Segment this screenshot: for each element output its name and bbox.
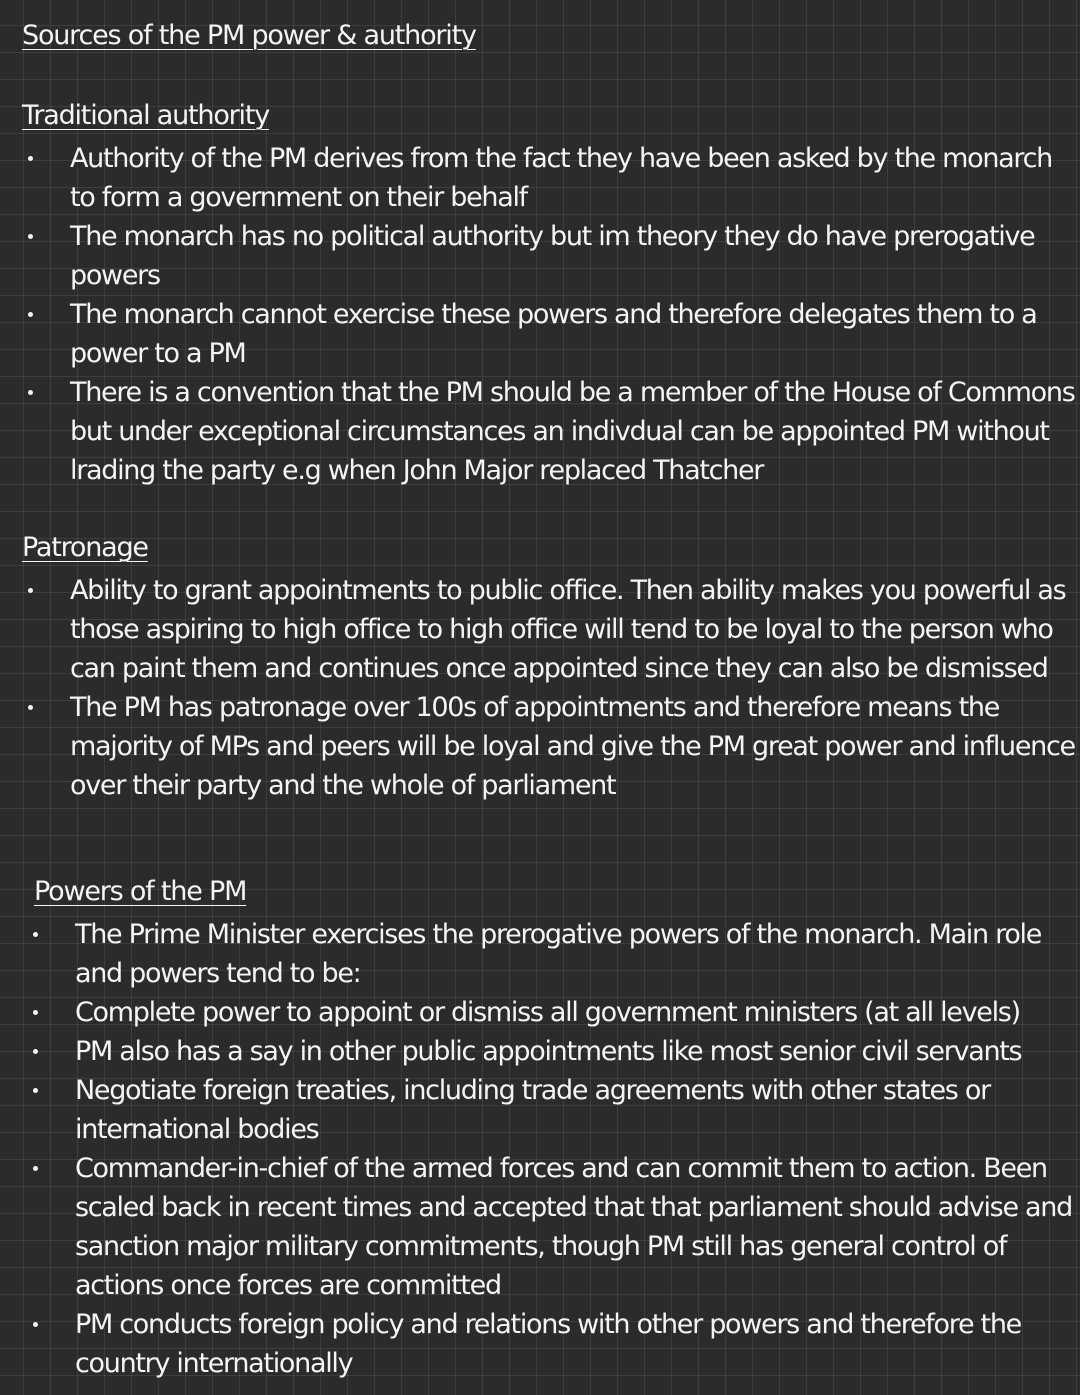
list-item xyxy=(25,1071,1078,1149)
bullet-dot xyxy=(28,705,33,710)
list-item-text: PM conducts foreign policy and relations with other powers and therefore the country internationally xyxy=(75,1309,1021,1379)
bullet-dot xyxy=(28,234,33,239)
traditional-authority-list xyxy=(20,139,1078,490)
bullet-dot xyxy=(28,588,33,593)
list-item-text: The PM has patronage over 100s of appointments and therefore means the majority of MPs and peers will be loyal and give the PM great power and influence over their party and the whole of parliament xyxy=(70,692,1075,801)
section-heading-powers-of-the-pm: Powers of the PM xyxy=(34,876,247,907)
list-item xyxy=(25,1305,1078,1383)
list-item-text: The monarch cannot exercise these powers and therefore delegates them to a power to a PM xyxy=(70,299,1037,369)
list-item xyxy=(25,915,1078,993)
list-item xyxy=(25,993,1078,1032)
page-title: Sources of the PM power & authority xyxy=(22,20,476,51)
powers-list xyxy=(25,915,1078,1383)
section-heading-patronage: Patronage xyxy=(22,532,148,563)
bullet-dot xyxy=(33,1088,38,1093)
bullet-dot xyxy=(28,312,33,317)
bullet-dot xyxy=(33,1010,38,1015)
list-item-text: Authority of the PM derives from the fact they have been asked by the monarch to form a government on their behalf xyxy=(70,143,1052,213)
list-item-text: Negotiate foreign treaties, including trade agreements with other states or international bodies xyxy=(75,1075,990,1145)
patronage-list xyxy=(20,571,1078,805)
list-item xyxy=(25,1032,1078,1071)
bullet-dot xyxy=(33,932,38,937)
bullet-dot xyxy=(33,1166,38,1171)
bullet-dot xyxy=(33,1049,38,1054)
list-item xyxy=(20,217,1078,295)
section-heading-traditional-authority: Traditional authority xyxy=(22,100,270,131)
list-item xyxy=(20,688,1078,805)
list-item-text: Commander-in-chief of the armed forces and can commit them to action. Been scaled back in recent times and accepted that that parliament should advise and sanction major military commitments, though PM still has general control of actions once forces are committed xyxy=(75,1153,1072,1301)
list-item-text: The monarch has no political authority but im theory they do have prerogative powers xyxy=(70,221,1035,291)
list-item-text: Ability to grant appointments to public office. Then ability makes you powerful as those aspiring to high office to high office will tend to be loyal to the person who can paint them and continues once appointed since they can also be dismissed xyxy=(70,575,1066,684)
bullet-dot xyxy=(33,1322,38,1327)
list-item-text: Complete power to appoint or dismiss all government ministers (at all levels) xyxy=(75,997,1020,1028)
list-item-text: The Prime Minister exercises the prerogative powers of the monarch. Main role and powers tend to be: xyxy=(75,919,1042,989)
list-item-text: There is a convention that the PM should be a member of the House of Commons but under exceptional circumstances an indivdual can be appointed PM without lrading the party e.g when John Major replaced Thatcher xyxy=(70,377,1075,486)
bullet-dot xyxy=(28,390,33,395)
bullet-dot xyxy=(28,156,33,161)
list-item xyxy=(20,373,1078,490)
list-item-text: PM also has a say in other public appointments like most senior civil servants xyxy=(75,1036,1022,1067)
list-item xyxy=(20,571,1078,688)
list-item xyxy=(25,1149,1078,1305)
list-item xyxy=(20,295,1078,373)
list-item xyxy=(20,139,1078,217)
